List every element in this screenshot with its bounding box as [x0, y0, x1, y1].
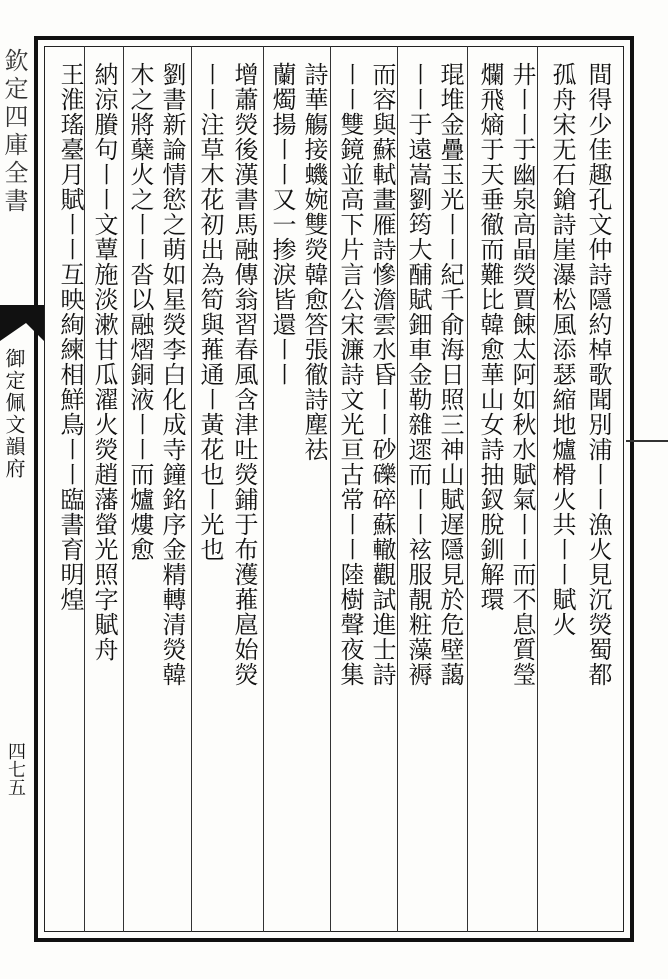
- text-column: 木之將蘖火之〡〡沓以融熠銅液〡〡而爐熡愈: [126, 62, 154, 562]
- text-column: 孤舟宋无石鎗詩崖瀑松風添瑟縮地爐榾火共〡〡賦火: [548, 62, 576, 637]
- edge-tick: [626, 440, 668, 442]
- text-column: 琨堆金疊玉光〡〡紀千俞海日照三神山賦遅隱見於危壁藹: [436, 62, 464, 687]
- text-column: 爛飛熵于天垂徹而難比韓愈華山女詩抽釵脫釧解環: [476, 62, 504, 612]
- text-column: 蘭燭揚〡〡又一掺淚皆還〡〡: [268, 62, 296, 387]
- column-rule: [84, 46, 85, 932]
- column-rule: [537, 46, 538, 932]
- book-title: 御定佩文韻府: [2, 348, 26, 480]
- text-column: 井〡〡于幽泉高晶熒賈餗太阿如秋水賦氣〡〡而不息質瑩: [508, 62, 536, 687]
- text-column: 詩華觴接蟣婉雙熒韓愈答張徹詩塵祛: [300, 62, 328, 462]
- column-rule: [397, 46, 398, 932]
- column-rule: [123, 46, 124, 932]
- text-column: 劉書新論情慾之萌如星熒李白化成寺鐘銘序金精轉清熒韓: [158, 62, 186, 687]
- text-column: 王淮瑤臺月賦〡〡互映絢練相鮮鳥〡〡臨書育明煌: [56, 62, 84, 612]
- text-column: 間得少佳趣孔文仲詩隱約棹歌聞別浦〡〡漁火見沉熒蜀都: [584, 62, 612, 687]
- text-column: 增蕭熒後漢書馬融傳翁習春風含津吐熒鋪于布濩蓷扈始熒: [230, 62, 258, 687]
- text-column: 〡〡雙鏡並高下片言公宋濂詩文光亘古常〡〡陸樹聲夜集: [336, 62, 364, 687]
- text-column: 而容與蘇軾畫雁詩慘澹雲水昏〡〡砂礫碎蘇轍觀試進士詩: [368, 62, 396, 687]
- fishtail-mark: [0, 305, 44, 341]
- text-column: 〡〡注草木花初出為筍與蓷通〡黃花也〡光也: [196, 62, 224, 562]
- column-rule: [467, 46, 468, 932]
- column-rule: [330, 46, 331, 932]
- text-column: 〡〡于遠嵩劉筠大酺賦鈿車金勒雜遝而〡〡袨服靚粧藻褥: [404, 62, 432, 687]
- column-rule: [191, 46, 192, 932]
- page-number: 四七五: [5, 742, 26, 796]
- text-column: 納涼賸句〡〡文蕈施淡漱甘瓜濯火熒趙藩螢光照字賦舟: [90, 62, 118, 662]
- column-rule: [263, 46, 264, 932]
- margin-header: 欽定四庫全書: [0, 48, 28, 216]
